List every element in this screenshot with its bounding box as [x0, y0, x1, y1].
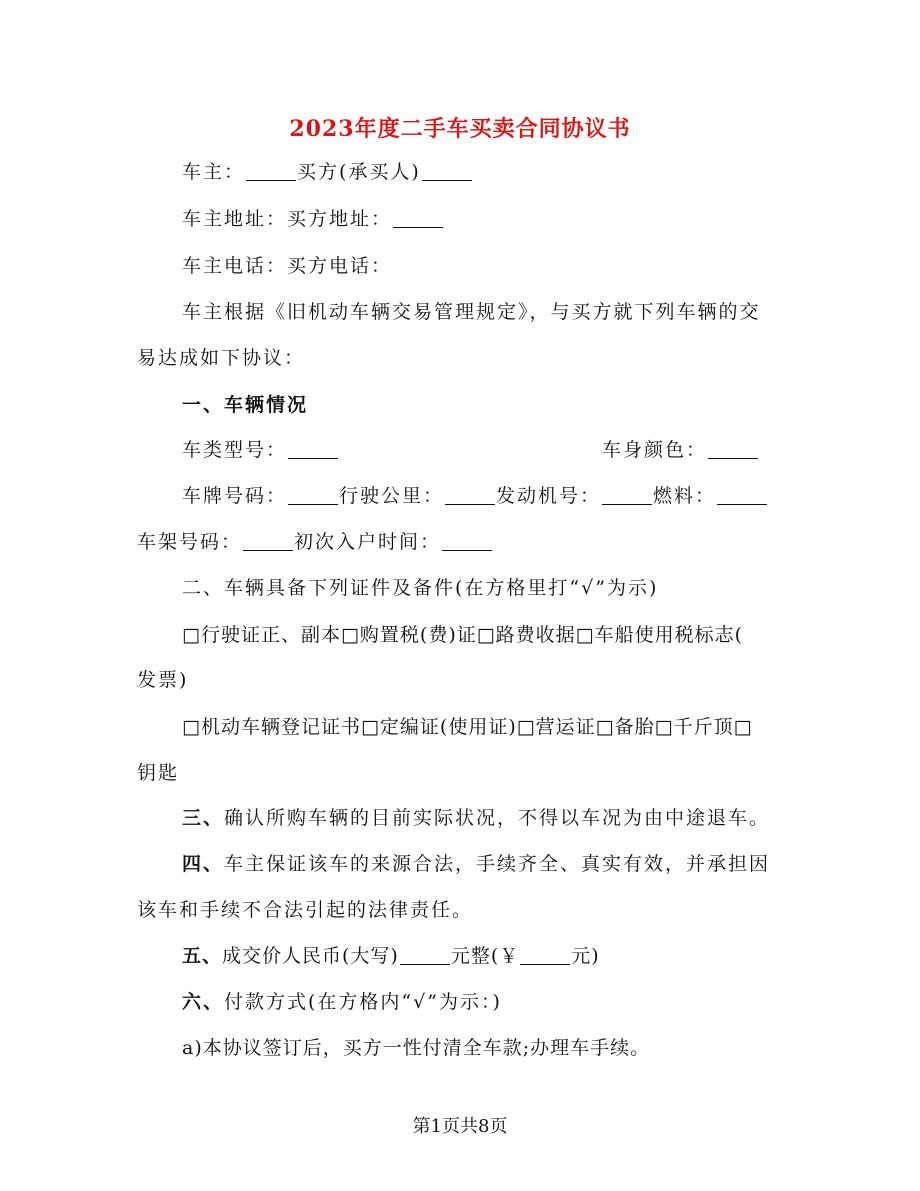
address-label: 车主地址：买方地址： [182, 208, 393, 230]
section-6 [182, 988, 502, 1016]
first-reg-label: 初次入户时间： [294, 531, 442, 553]
section-4-label: 四、 [182, 853, 225, 875]
owner-blank [246, 162, 296, 181]
plate-blank [288, 486, 338, 505]
price-words-blank [400, 946, 450, 965]
section-5-label: 五、 [182, 945, 223, 967]
address-blank [393, 209, 443, 228]
owner-buyer-line [182, 158, 473, 186]
phone-label: 车主电话：买方电话： [182, 255, 393, 277]
section-3-label: 三、 [182, 807, 225, 829]
owner-label: 车主： [182, 161, 246, 183]
section-6-label: 六、 [182, 991, 225, 1013]
address-line [182, 205, 444, 233]
plate-label: 车牌号码： [182, 485, 288, 507]
fuel-blank [717, 486, 767, 505]
plate-line [182, 482, 768, 510]
mileage-label: 行驶公里： [339, 485, 445, 507]
buyer-label: 买方(承买人) [297, 161, 421, 183]
color-blank [708, 440, 758, 459]
price-words-label: 成交价人民币(大写) [222, 945, 399, 967]
payment-option-a: a)本协议签订后，买方一性付清全车款;办理车手续。 [182, 1037, 651, 1059]
engine-label: 发动机号： [496, 485, 602, 507]
section-1-heading: 一、车辆情况 [182, 394, 309, 416]
buyer-blank [422, 162, 472, 181]
page-footer: 第1页共8页 [412, 1116, 508, 1137]
section-4-text-1: 车主保证该车的来源合法，手续齐全、真实有效，并承担因 [224, 853, 771, 875]
section-4-line-2: 该车和手续不合法引起的法律责任。 [137, 899, 474, 921]
docs-line-1b: 发票) [137, 669, 189, 691]
phone-line [182, 252, 392, 280]
fuel-label: 燃料： [653, 485, 717, 507]
section-6-text: 付款方式(在方格内“√”为示：) [224, 991, 502, 1013]
engine-blank [602, 486, 652, 505]
price-yuan-label: 元整(￥ [450, 945, 520, 967]
docs-line-2a: □机动车辆登记证书□定编证(使用证)□营运证□备胎□千斤顶□ [182, 716, 753, 738]
mileage-blank [445, 486, 495, 505]
frame-line [137, 528, 493, 556]
color-label: 车身颜色： [602, 439, 708, 461]
price-number-blank [520, 946, 570, 965]
frame-blank [243, 532, 293, 551]
intro-line-2: 易达成如下协议： [137, 347, 306, 369]
section-3-text: 确认所购车辆的目前实际状况，不得以车况为由中途退车。 [224, 807, 771, 829]
model-blank [288, 440, 338, 459]
first-reg-blank [442, 532, 492, 551]
docs-line-1a: □行驶证正、副本□购置税(费)证□路费收据□车船使用税标志( [182, 624, 744, 646]
section-3 [182, 804, 770, 832]
price-end-label: 元) [571, 945, 600, 967]
section-5 [182, 942, 600, 970]
model-line [182, 436, 339, 464]
docs-line-2b: 钥匙 [137, 762, 180, 784]
color-line [602, 436, 759, 464]
section-4-line-1 [182, 850, 770, 878]
section-2-heading [182, 574, 658, 602]
section-2-text: 二、车辆具备下列证件及备件(在方格里打“√”为示) [182, 577, 659, 599]
intro-line-1: 车主根据《旧机动车辆交易管理规定》，与买方就下列车辆的交 [182, 301, 761, 323]
document-title: 2023年度二手车买卖合同协议书 [289, 116, 631, 142]
model-label: 车类型号： [182, 439, 288, 461]
frame-label: 车架号码： [137, 531, 243, 553]
